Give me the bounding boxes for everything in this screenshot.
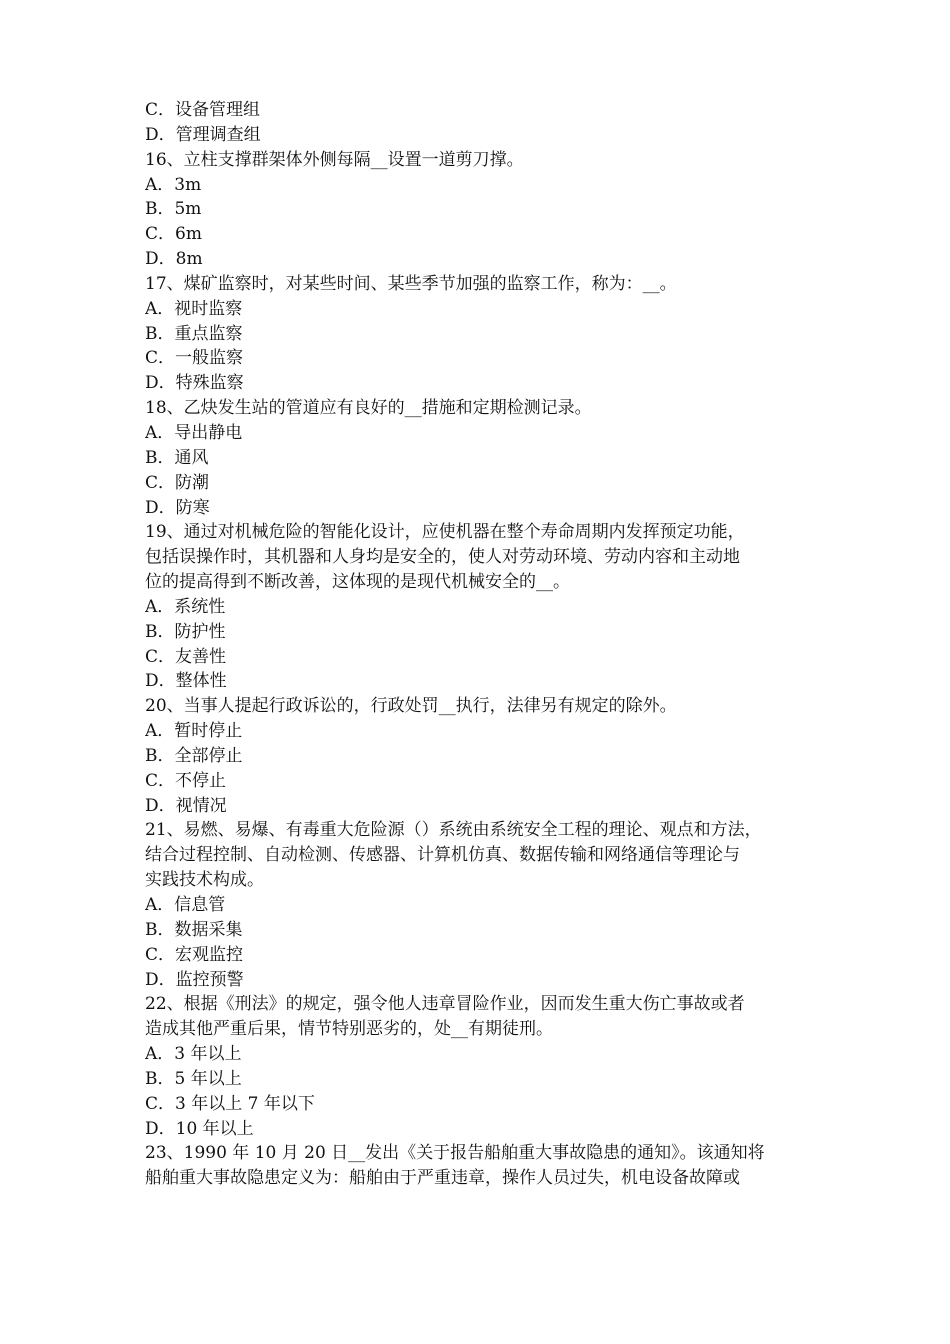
question-line: 位的提高得到不断改善，这体现的是现代机械安全的__。 (145, 572, 570, 593)
option-line: A．视时监察 (145, 298, 243, 319)
option-line: A．系统性 (145, 596, 226, 617)
question-line: 船舶重大事故隐患定义为：船舶由于严重违章，操作人员过失，机电设备故障或 (145, 1168, 740, 1189)
option-line: D．管理调查组 (145, 124, 261, 145)
question-line: 18、乙炔发生站的管道应有良好的__措施和定期检测记录。 (145, 398, 592, 419)
option-line: B．防护性 (145, 621, 226, 642)
option-line: C．设备管理组 (145, 100, 261, 120)
option-line: B．数据采集 (145, 919, 243, 940)
option-line: D．防寒 (145, 497, 210, 518)
option-line: A．3 年以上 (145, 1044, 242, 1065)
option-line: C．6m (145, 224, 202, 245)
question-line: 23、1990 年 10 月 20 日__发出《关于报告船舶重大事故隐患的通知》。该通知将 (145, 1143, 765, 1164)
option-line: D．特殊监察 (145, 373, 244, 394)
question-line: 包括误操作时，其机器和人身均是安全的，使人对劳动环境、劳动内容和主动地 (145, 547, 740, 568)
option-line: C．3 年以上 7 年以下 (145, 1093, 315, 1114)
option-line: B．5m (145, 199, 202, 220)
document-body (145, 98, 815, 1191)
option-line: A．暂时停止 (145, 721, 243, 742)
question-line: 17、煤矿监察时，对某些时间、某些季节加强的监察工作，称为：__。 (145, 273, 677, 294)
question-line: 22、根据《刑法》的规定，强令他人违章冒险作业，因而发生重大伤亡事故或者 (145, 994, 745, 1015)
question-line: 16、立柱支撑群架体外侧每隔__设置一道剪刀撑。 (145, 149, 524, 170)
option-line: D．监控预警 (145, 969, 244, 990)
option-line: D．8m (145, 249, 203, 270)
option-line: A．3m (145, 174, 202, 195)
option-line: C．不停止 (145, 770, 227, 791)
question-line: 21、易燃、易爆、有毒重大危险源（）系统由系统安全工程的理论、观点和方法， (145, 820, 762, 841)
option-line: C．宏观监控 (145, 944, 244, 965)
option-line: C．友善性 (145, 646, 227, 667)
option-line: D．视情况 (145, 795, 227, 816)
option-line: B．通风 (145, 447, 209, 468)
question-line: 造成其他严重后果，情节特别恶劣的，处__有期徒刑。 (145, 1019, 553, 1040)
option-line: B．全部停止 (145, 745, 243, 766)
option-line: C．一般监察 (145, 348, 244, 369)
option-line: B．重点监察 (145, 323, 243, 344)
option-line: A．导出静电 (145, 422, 243, 443)
option-line: D．10 年以上 (145, 1118, 254, 1139)
question-line: 实践技术构成。 (145, 870, 264, 891)
question-line: 19、通过对机械危险的智能化设计，应使机器在整个寿命周期内发挥预定功能， (145, 522, 745, 543)
question-line: 结合过程控制、自动检测、传感器、计算机仿真、数据传输和网络通信等理论与 (145, 845, 740, 866)
option-line: C．防潮 (145, 472, 210, 493)
option-line: D．整体性 (145, 671, 227, 692)
question-line: 20、当事人提起行政诉讼的，行政处罚__执行，法律另有规定的除外。 (145, 696, 677, 717)
option-line: A．信息管 (145, 895, 226, 915)
option-line: B．5 年以上 (145, 1068, 242, 1089)
